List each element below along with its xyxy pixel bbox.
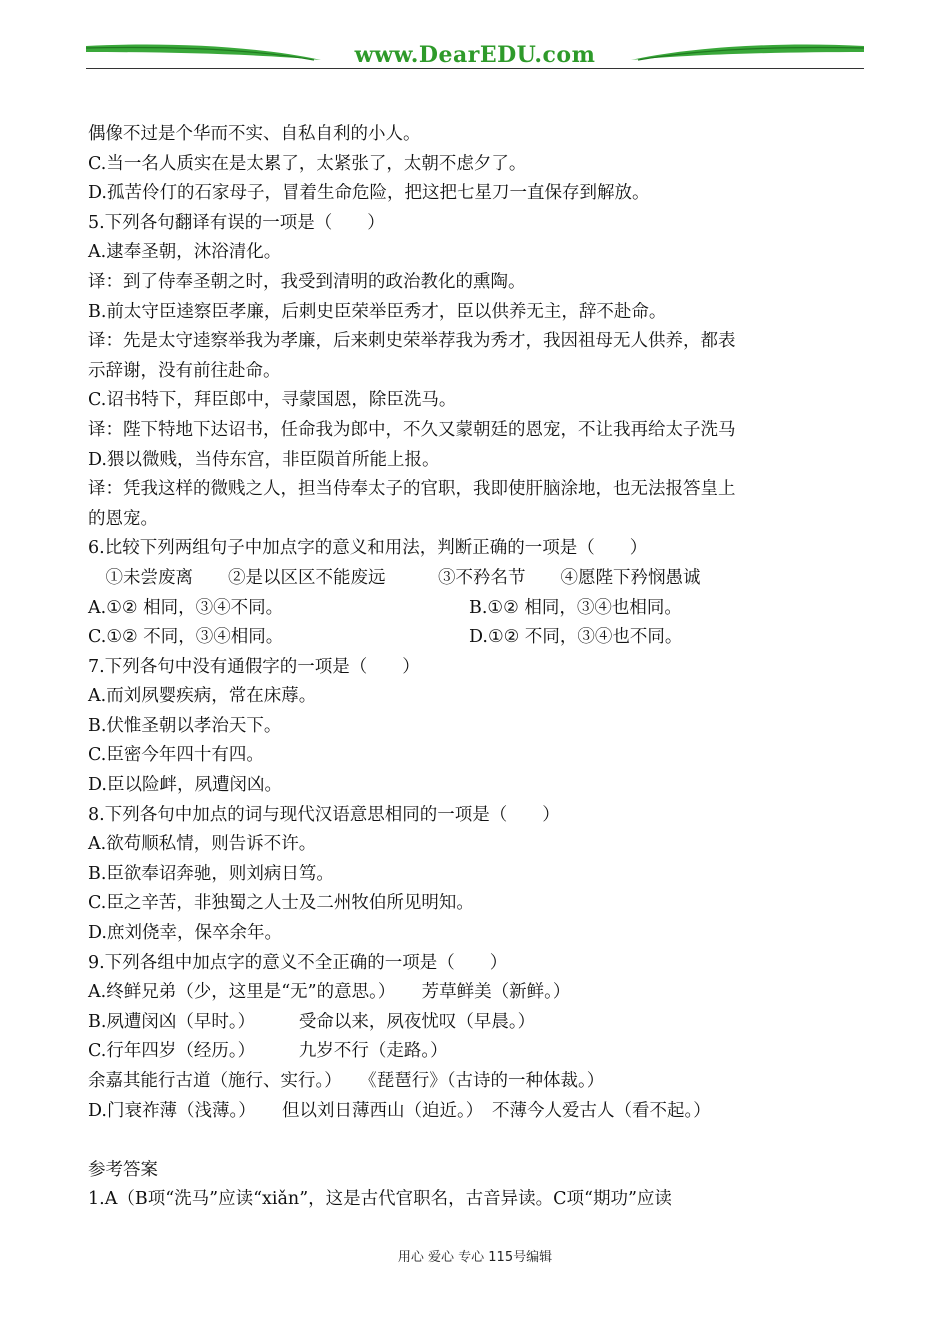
text-line: 余嘉其能行古道（施行、实行。） 《琵琶行》（古诗的一种体裁。） (88, 1071, 605, 1091)
page-footer: 用心 爱心 专心 115号编辑 (397, 1250, 553, 1265)
q6-option-a: A.①② 相同，③④不同。 (88, 597, 284, 618)
text-line: D.猥以微贱，当侍东宫，非臣陨首所能上报。 (88, 449, 440, 470)
text-line: B.臣欲奉诏奔驰，则刘病日笃。 (88, 863, 334, 884)
text-line: C.诏书特下，拜臣郎中，寻蒙国恩，除臣洗马。 (88, 390, 457, 411)
text-line: D.孤苦伶仃的石家母子，冒着生命危险，把这把七星刀一直保存到解放。 (88, 183, 650, 204)
question-5: 5.下列各句翻译有误的一项是（ ） (88, 212, 385, 233)
question-8: 8.下列各句中加点的词与现代汉语意思相同的一项是（ ） (88, 804, 560, 825)
site-logo-text: www.DearEDU.com (354, 42, 596, 68)
header-divider (86, 68, 864, 69)
document-body (88, 120, 868, 1215)
text-line: 译：陛下特地下达诏书，任命我为郎中，不久又蒙朝廷的恩宠，不让我再给太子洗马 (88, 419, 736, 440)
text-line: A.而刘夙婴疾病，常在床蓐。 (88, 686, 317, 707)
text-line: 偶像不过是个华而不实、自私自利的小人。 (88, 124, 421, 144)
q6-option-c: C.①② 不同，③④相同。 (88, 627, 284, 648)
q6-options-row (88, 623, 868, 653)
site-header (86, 38, 864, 72)
text-line: ①未尝废离 ②是以区区不能废远 ③不矜名节 ④愿陛下矜悯愚诚 (88, 567, 701, 588)
text-line: C.臣密今年四十有四。 (88, 745, 264, 766)
text-line: C.行年四岁（经历。） 九岁不行（走路。） (88, 1041, 448, 1062)
q6-options-row (88, 594, 868, 624)
blank-line (88, 1126, 868, 1156)
text-line: C.当一名人质实在是太累了，太紧张了，太朝不虑夕了。 (88, 153, 527, 174)
text-line: B.夙遭闵凶（早时。） 受命以来，夙夜忧叹（早晨。） (88, 1011, 536, 1032)
text-line: A.逮奉圣朝，沐浴清化。 (88, 242, 282, 263)
text-line: A.终鲜兄弟（少，这里是“无”的意思。） 芳草鲜美（新鲜。） (88, 982, 571, 1003)
q6-option-d: D.①② 不同，③④也不同。 (469, 627, 683, 648)
text-line: 的恩宠。 (88, 508, 158, 529)
text-line: B.前太守臣逵察臣孝廉，后刺史臣荣举臣秀才，臣以供养无主，辞不赴命。 (88, 301, 667, 322)
text-line: 示辞谢，没有前往赴命。 (88, 360, 281, 381)
question-6: 6.比较下列两组句子中加点字的意义和用法，判断正确的一项是（ ） (88, 538, 648, 559)
answers-heading: 参考答案 (88, 1159, 158, 1180)
text-line: D.臣以险衅，夙遭闵凶。 (88, 775, 282, 796)
text-line: D.门衰祚薄（浅薄。） 但以刘日薄西山（迫近。） 不薄今人爱古人（看不起。） (88, 1100, 711, 1121)
question-7: 7.下列各句中没有通假字的一项是（ ） (88, 656, 420, 677)
text-line: D.庶刘侥幸，保卒余年。 (88, 923, 282, 944)
question-9: 9.下列各组中加点字的意义不全正确的一项是（ ） (88, 952, 508, 973)
text-line: 译：先是太守逵察举我为孝廉，后来刺史荣举荐我为秀才，我因祖母无人供养，都表 (88, 331, 736, 352)
q6-option-b: B.①② 相同，③④也相同。 (469, 597, 682, 618)
text-line: C.臣之辛苦，非独蜀之人士及二州牧伯所见明知。 (88, 893, 474, 914)
text-line: B.伏惟圣朝以孝治天下。 (88, 715, 282, 736)
text-line: 译：到了侍奉圣朝之时，我受到清明的政治教化的熏陶。 (88, 271, 526, 292)
text-line: 译：凭我这样的微贱之人，担当侍奉太子的官职，我即使肝脑涂地，也无法报答皇上 (88, 479, 736, 500)
text-line: A.欲苟顺私情，则告诉不许。 (88, 834, 317, 855)
answer-line: 1.A（B项“洗马”应读“xiǎn”，这是古代官职名，古音异读。C项“期功”应读 (88, 1189, 672, 1210)
